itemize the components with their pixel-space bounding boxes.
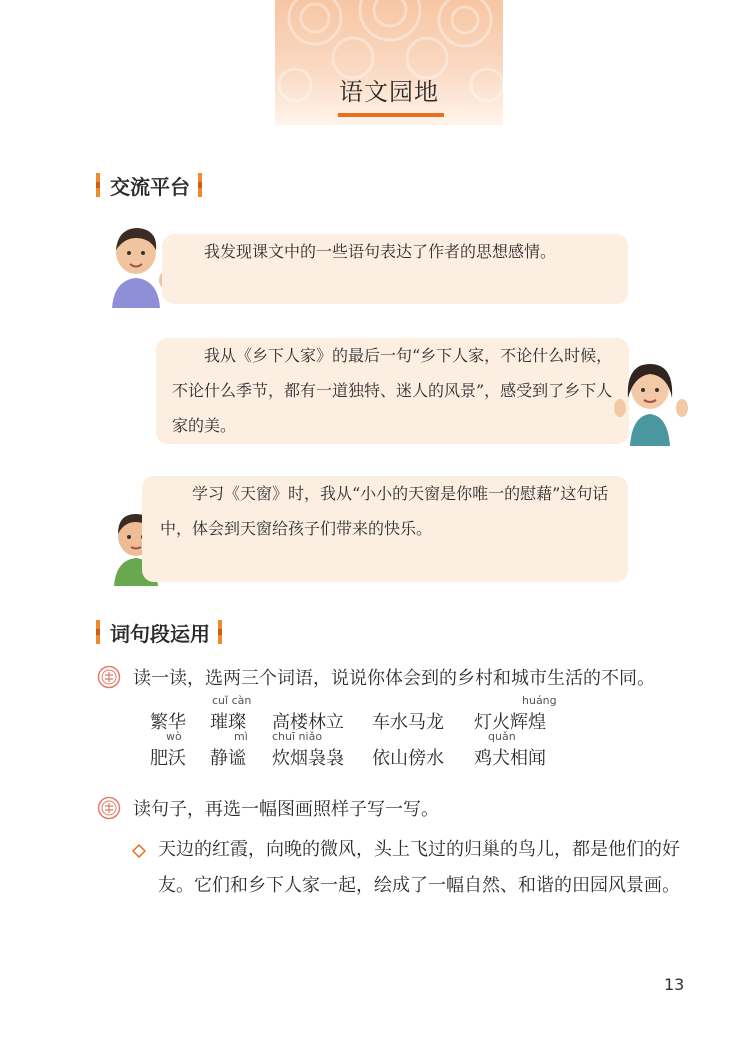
pinyin-chui-niao: chuī niǎo bbox=[272, 730, 323, 743]
page-title: 语文园地 bbox=[339, 78, 439, 106]
dialogue-text-3: 学习《天窗》时，我从“小小的天窗是你唯一的慰藉”这句话中，体会到天窗给孩子们带来的快乐。 bbox=[160, 484, 609, 538]
word-item: 鸡犬相闻 bbox=[474, 748, 546, 769]
section-marker-left bbox=[96, 620, 100, 644]
section-title-exchange: 交流平台 bbox=[110, 174, 190, 199]
section-marker-left bbox=[96, 173, 100, 197]
word-item: 璀璨 bbox=[210, 712, 246, 733]
word-item: 依山傍水 bbox=[372, 748, 444, 769]
section-heading-usage bbox=[96, 617, 222, 647]
page-number: 13 bbox=[664, 975, 685, 994]
task-2 bbox=[97, 795, 439, 821]
word-row-2 bbox=[150, 730, 610, 770]
pinyin-huang: huáng bbox=[522, 694, 557, 707]
dialogue-text-2: 我从《乡下人家》的最后一句“乡下人家，不论什么时候，不论什么季节，都有一道独特、迷人的风景”，感受到了乡下人家的美。 bbox=[172, 346, 613, 435]
dialogue-bubble-2 bbox=[156, 338, 629, 444]
pinyin-cui-can: cuǐ càn bbox=[212, 694, 252, 707]
example-sentence bbox=[132, 832, 692, 904]
word-item: 炊烟袅袅 bbox=[272, 748, 344, 769]
example-text: 天边的红霞，向晚的微风，头上飞过的归巢的鸟儿，都是他们的好友。它们和乡下人家一起，绘成了一幅自然、和谐的田园风景画。 bbox=[158, 839, 680, 896]
task-1 bbox=[97, 664, 655, 690]
word-item: 繁华 bbox=[150, 712, 186, 733]
word-row-1 bbox=[150, 694, 610, 734]
word-item: 高楼林立 bbox=[272, 712, 344, 733]
section-marker-right bbox=[218, 620, 222, 644]
word-item: 肥沃 bbox=[150, 748, 186, 769]
task-2-instruction: 读句子，再选一幅图画照样子写一写。 bbox=[133, 799, 439, 820]
word-item: 车水马龙 bbox=[372, 712, 444, 733]
dialogue-bubble-1 bbox=[162, 234, 628, 304]
dialogue-bubble-3 bbox=[142, 476, 628, 582]
task-seal-icon bbox=[97, 796, 121, 820]
word-item: 灯火辉煌 bbox=[474, 712, 546, 733]
diamond-bullet-icon bbox=[132, 844, 146, 858]
pinyin-mi: mì bbox=[234, 730, 248, 743]
task-seal-icon bbox=[97, 665, 121, 689]
dialogue-text-1: 我发现课文中的一些语句表达了作者的思想感情。 bbox=[204, 242, 557, 261]
section-title-usage: 词句段运用 bbox=[110, 621, 210, 646]
section-heading-exchange bbox=[96, 170, 202, 200]
pinyin-wo: wò bbox=[166, 730, 182, 743]
section-marker-right bbox=[198, 173, 202, 197]
girl-avatar-icon bbox=[612, 358, 690, 446]
word-item: 静谧 bbox=[210, 748, 246, 769]
title-underline bbox=[338, 113, 444, 117]
pinyin-quan: quǎn bbox=[488, 730, 516, 743]
task-1-instruction: 读一读，选两三个词语，说说你体会到的乡村和城市生活的不同。 bbox=[133, 668, 655, 689]
